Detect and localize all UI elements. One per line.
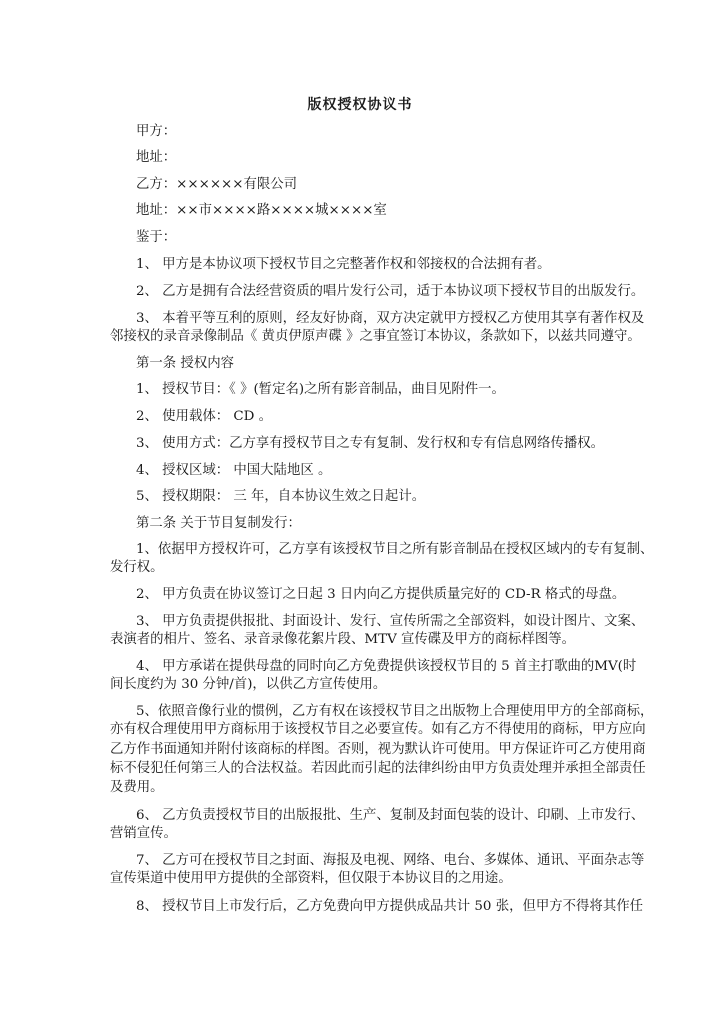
article-2-heading: 第二条 关于节目复制发行：: [136, 516, 301, 531]
whereas-item-1: 1、 甲方是本协议项下授权节目之完整著作权和邻接权的合法拥有者。: [136, 257, 551, 272]
article-2-item-5-line-4: 标不侵犯任何第三人的合法权益。若因此而引起的法律纠纷由甲方负责处理并承担全部责任: [110, 761, 646, 776]
article-2-item-6-line-2: 营销宣传。: [110, 826, 177, 841]
document-title: 版权授权协议书: [307, 97, 413, 113]
article-1-item-3: 3、 使用方式：乙方享有授权节目之专有复制、发行权和专有信息网络传播权。: [136, 436, 605, 451]
party-a-line: 甲方：: [136, 124, 177, 139]
article-2-item-7-line-2: 宣传渠道中使用甲方提供的全部资料，但仅限于本协议目的之用途。: [110, 871, 512, 886]
article-2-item-5-line-1: 5、依照音像行业的惯例，乙方有权在该授权节目之出版物上合理使用甲方的全部商标，: [136, 704, 654, 719]
party-b-line: 乙方：××××××有限公司: [136, 177, 298, 192]
article-2-item-3-line-1: 3、 甲方负责提供报批、封面设计、发行、宣传所需之全部资料，如设计图片、文案、: [136, 614, 645, 629]
article-2-item-3-line-2: 表演者的相片、签名、录音录像花絮片段、MTV 宣传碟及甲方的商标样图等。: [110, 632, 576, 647]
article-2-item-1-line-2: 发行权。: [110, 560, 164, 575]
article-2-item-6-line-1: 6、 乙方负责授权节目的出版报批、生产、复制及封面包装的设计、印刷、上市发行、: [136, 808, 645, 823]
whereas-heading: 鉴于：: [136, 230, 177, 245]
party-a-address-line: 地址：: [136, 150, 177, 165]
article-2-item-1-line-1: 1、依据甲方授权许可，乙方享有该授权节目之所有影音制品在授权区域内的专有复制、: [136, 542, 654, 557]
article-2-item-8-line-1: 8、 授权节目上市发行后，乙方免费向甲方提供成品共计 50 张，但甲方不得将其作任: [136, 899, 643, 914]
article-1-item-1: 1、 授权节目：《 》(暂定名)之所有影音制品，曲目见附件一。: [136, 382, 505, 397]
article-1-item-4: 4、 授权区域： 中国大陆地区 。: [136, 463, 332, 478]
whereas-item-3-line-1: 3、 本着平等互利的原则，经友好协商，双方决定就甲方授权乙方使用其享有著作权及: [136, 311, 645, 326]
article-2-item-7-line-1: 7、 乙方可在授权节目之封面、海报及电视、网络、电台、多媒体、通讯、平面杂志等: [136, 853, 645, 868]
article-2-item-5-line-3: 乙方作书面通知并附付该商标的样图。否则，视为默认许可使用。甲方保证许可乙方使用商: [110, 742, 646, 757]
article-2-item-5-line-5: 及费用。: [110, 780, 164, 795]
whereas-item-3-line-2: 邻接权的录音录像制品《 黄贞伊原声碟 》之事宜签订本协议，条款如下，以兹共同遵守。: [110, 329, 641, 344]
whereas-item-2: 2、 乙方是拥有合法经营资质的唱片发行公司，适于本协议项下授权节目的出版发行。: [136, 284, 645, 299]
party-b-address-line: 地址：××市××××路××××城××××室: [136, 203, 387, 218]
article-2-item-2: 2、 甲方负责在协议签订之日起 3 日内向乙方提供质量完好的 CD-R 格式的母盘。: [136, 587, 626, 602]
article-1-heading: 第一条 授权内容: [136, 356, 234, 371]
article-2-item-5-line-2: 亦有权合理使用甲方商标用于该授权节目之必要宣传。如有乙方不得使用的商标，甲方应向: [110, 722, 646, 737]
article-2-item-4-line-1: 4、 甲方承诺在提供母盘的同时向乙方免费提供该授权节目的 5 首主打歌曲的MV(时: [136, 659, 637, 674]
article-1-item-5: 5、 授权期限： 三 年，自本协议生效之日起计。: [136, 489, 426, 504]
article-1-item-2: 2、 使用载体： CD 。: [136, 409, 273, 424]
article-2-item-4-line-2: 间长度约为 30 分钟/首)，以供乙方宣传使用。: [110, 677, 387, 692]
